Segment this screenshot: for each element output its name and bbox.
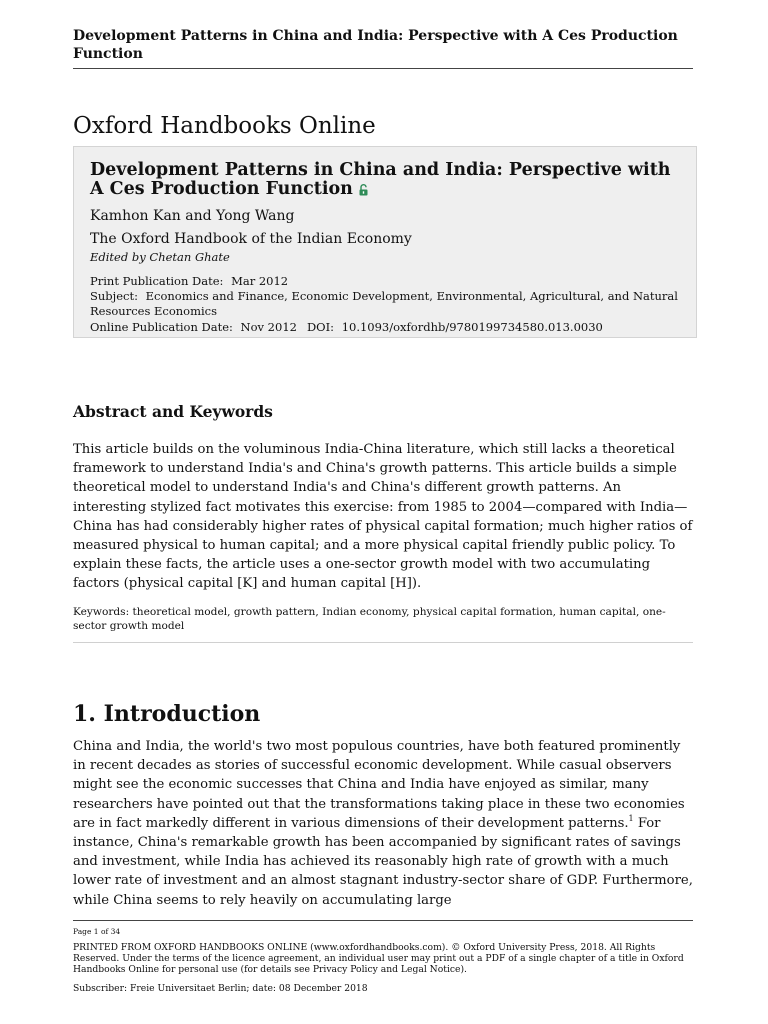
publication-details [90,274,680,335]
subject-value: Economics and Finance, Economic Development, Environmental, Agricultural, and Natural Resources Economics [90,289,678,319]
print-date-value: Mar 2012 [231,274,289,288]
chapter-title-text: Development Patterns in China and India: Perspective with A Ces Production Function [90,160,671,199]
print-publication-date [90,274,680,289]
open-access-lock-icon [359,182,368,201]
intro-text-part-2: For instance, China's remarkable growth has been accompanied by significant rates of savings and investment, while India has achieved its reasonably high rate of growth with a much lower rate of investment and an almost stagnant industry-sector share of GDP. Furthermore, while China seems to rely heavily on accumulating large [73,815,693,908]
online-date-value: Nov 2012 [240,319,297,334]
page-number: Page 1 of 34 [73,927,121,936]
abstract-heading: Abstract and Keywords [73,402,273,421]
chapter-title [90,161,680,201]
introduction-heading: 1. Introduction [73,701,261,727]
print-date-label: Print Publication Date: [90,274,224,288]
introduction-text [73,737,695,910]
legal-notice: PRINTED FROM OXFORD HANDBOOKS ONLINE (www.oxfordhandbooks.com). © Oxford University Press, 2018. All Rights Reserved. Under the terms of the licence agreement, an individual user may print out a PDF of a single chapter of a title in Oxford Handbooks Online for personal use (for details see Privacy Policy and Legal Notice). [73,942,684,975]
intro-text-part-1: China and India, the world's two most populous countries, have both featured prominently in recent decades as stories of successful economic development. While casual observers might see the economic successes that China and India have enjoyed as similar, many researchers have pointed out that the transformations taking place in these two economies are in fact markedly different in various dimensions of their development patterns. [73,739,685,831]
publisher-brand: Oxford Handbooks Online [73,113,376,139]
editor-line: Edited by Chetan Ghate [90,250,230,264]
keywords-line: Keywords: theoretical model, growth pattern, Indian economy, physical capital formation, human capital, one-sector growth model [73,606,693,643]
doi-value[interactable]: 10.1093/oxfordhb/9780199734580.013.0030 [341,319,603,334]
online-date-label: Online Publication Date: [90,319,233,334]
online-publication-line [90,320,680,335]
chapter-authors: Kamhon Kan and Yong Wang [90,208,295,224]
subject-line [90,289,680,319]
page-footer [73,920,693,994]
chapter-metadata-box [73,146,697,338]
subscriber-line: Subscriber: Freie Universitaet Berlin; date: 08 December 2018 [73,983,368,994]
doi-label: DOI: [306,319,335,334]
subject-label: Subject: [90,289,138,304]
footnote-marker[interactable]: 1 [628,813,634,823]
handbook-title: The Oxford Handbook of the Indian Economy [90,231,412,247]
abstract-text: This article builds on the voluminous India-China literature, which still lacks a theoretical framework to understand India's and China's growth patterns. This article builds a simple theoretical model to understand India's and China's different growth patterns. An interesting stylized fact motivates this exercise: from 1985 to 2004—compared with India—China has had considerably higher rates of physical capital formation; much higher ratios of measured physical to human capital; and a more physical capital friendly public policy. To explain these facts, the article uses a one-sector growth model with two accumulating factors (physical capital [K] and human capital [H]). [73,442,693,592]
running-header: Development Patterns in China and India: Perspective with A Ces Production Function [73,27,693,69]
